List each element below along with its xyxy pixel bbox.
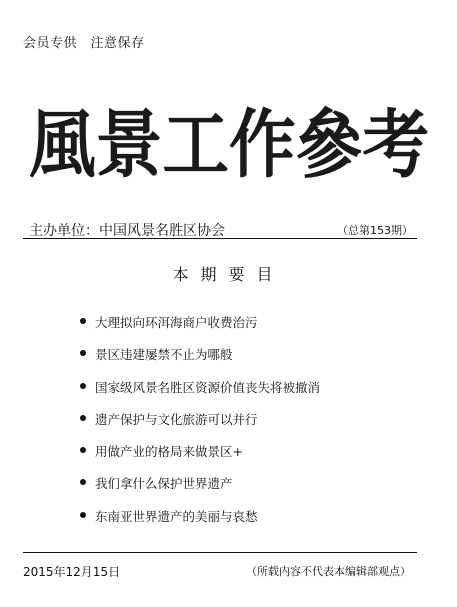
footer-divider	[23, 552, 417, 553]
disclaimer: （所载内容不代表本编辑部观点）	[246, 565, 411, 578]
header-divider	[23, 238, 417, 239]
sponsor-label: 主办单位：中国风景名胜区协会	[29, 223, 225, 239]
toc-item	[80, 410, 320, 442]
issue-number: （总第153期）	[337, 224, 413, 237]
member-notice: 会员专供 注意保存	[23, 36, 145, 51]
toc-item-label: 东南亚世界遗产的美丽与哀愁	[95, 508, 258, 524]
bullet-icon	[80, 318, 86, 324]
bullet-icon	[80, 415, 86, 421]
bullet-icon	[80, 350, 86, 356]
footer	[23, 563, 417, 581]
toc-item	[80, 313, 320, 345]
toc-item	[80, 507, 320, 539]
masthead-title-text: 風景工作參考	[29, 102, 429, 188]
sponsor-row	[23, 218, 417, 238]
bullet-icon	[80, 383, 86, 389]
toc-item-label: 国家级风景名胜区资源价值丧失将被撤消	[95, 379, 321, 395]
toc-item	[80, 442, 320, 474]
toc-item	[80, 474, 320, 506]
toc-item	[80, 378, 320, 410]
bullet-icon	[80, 512, 86, 518]
bullet-icon	[80, 447, 86, 453]
bullet-icon	[80, 479, 86, 485]
toc-item-label: 景区违建屡禁不止为哪般	[95, 347, 233, 363]
toc-item-label: 用做产业的格局来做景区+	[95, 444, 243, 460]
publish-date: 2015年12月15日	[23, 565, 121, 579]
masthead-calligraphy-title	[24, 92, 434, 192]
toc-list	[80, 313, 320, 539]
toc-item-label: 大理拟向环洱海商户收费治污	[95, 315, 258, 330]
toc-item-label: 遗产保护与文化旅游可以并行	[95, 411, 258, 427]
toc-heading: 本期要目	[172, 265, 285, 284]
toc-item	[80, 345, 320, 377]
toc-item-label: 我们拿什么保护世界遗产	[95, 476, 233, 492]
